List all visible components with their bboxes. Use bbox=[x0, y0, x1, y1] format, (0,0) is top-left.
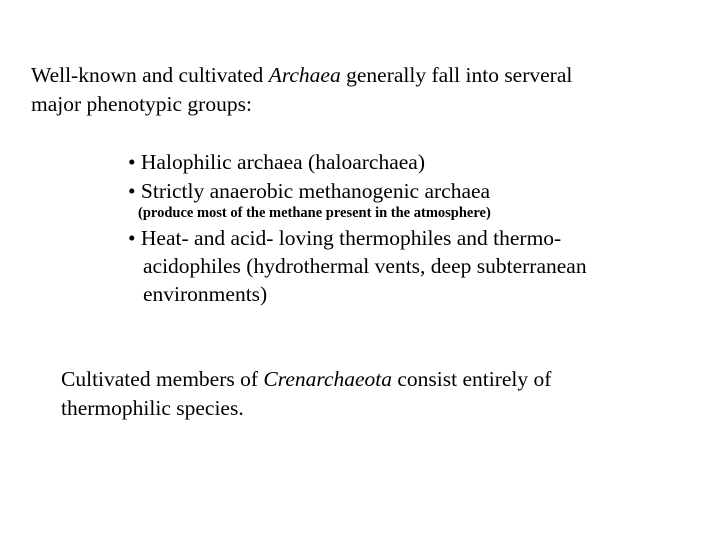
bullet-thermophiles-line-1: • Heat- and acid- loving thermophiles and thermo- bbox=[128, 226, 562, 250]
intro-line-1 bbox=[31, 61, 572, 90]
bullet-thermophiles-line-3: environments) bbox=[143, 282, 268, 306]
bullet-methanogenic: • Strictly anaerobic methanogenic archaea bbox=[128, 179, 491, 203]
intro-text: Well-known and cultivated bbox=[31, 63, 269, 87]
bullet-methanogenic-note: (produce most of the methane present in the atmosphere) bbox=[138, 205, 491, 221]
intro-emphasis: Archaea bbox=[268, 63, 341, 87]
conclusion-line-1 bbox=[61, 365, 551, 394]
bullet-halophilic: • Halophilic archaea (haloarchaea) bbox=[128, 150, 425, 174]
conclusion-text: consist entirely of bbox=[392, 367, 552, 391]
conclusion-line-2: thermophilic species. bbox=[61, 396, 244, 420]
intro-line-2: major phenotypic groups: bbox=[31, 92, 252, 116]
bullet-thermophiles-line-2: acidophiles (hydrothermal vents, deep subterranean bbox=[143, 254, 587, 278]
conclusion-emphasis: Crenarchaeota bbox=[263, 367, 393, 391]
conclusion-text: Cultivated members of bbox=[61, 367, 264, 391]
intro-text: generally fall into serveral bbox=[340, 63, 573, 87]
